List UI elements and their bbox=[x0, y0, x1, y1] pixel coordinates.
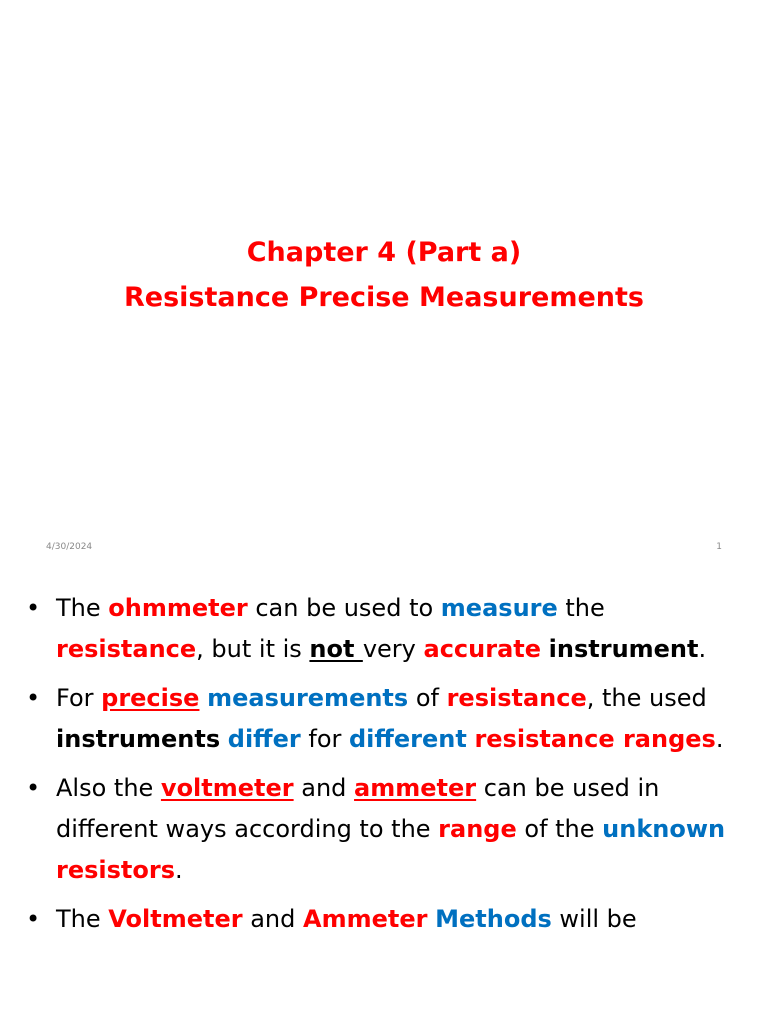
keyword-resistance: resistance bbox=[474, 725, 615, 753]
text bbox=[427, 905, 435, 933]
bullet-dot: • bbox=[26, 774, 41, 802]
text: can be used in different ways according to the bbox=[56, 774, 660, 843]
keyword-measurements: measurements bbox=[207, 684, 409, 712]
keyword-ranges: ranges bbox=[614, 725, 716, 753]
text: For bbox=[56, 684, 102, 712]
slide-number: 1 bbox=[716, 542, 722, 552]
text: very bbox=[362, 635, 424, 663]
text: Also the bbox=[56, 774, 161, 802]
bullet-dot: • bbox=[26, 905, 41, 933]
text: the bbox=[557, 594, 605, 622]
keyword-differ: differ bbox=[227, 725, 301, 753]
text: . bbox=[715, 725, 724, 753]
bullet-dot: • bbox=[26, 594, 41, 622]
keyword-accurate: accurate bbox=[423, 635, 542, 663]
text: The bbox=[56, 905, 109, 933]
keyword-different: different bbox=[349, 725, 467, 753]
slide-date: 4/30/2024 bbox=[46, 542, 93, 552]
keyword-precise: precise bbox=[101, 684, 200, 712]
slide-title bbox=[0, 230, 768, 320]
keyword-methods: Methods bbox=[435, 905, 552, 933]
keyword-voltmeter: voltmeter bbox=[160, 774, 294, 802]
keyword-resistors: resistors bbox=[56, 856, 175, 884]
keyword-resistance: resistance bbox=[446, 684, 587, 712]
text: , the used bbox=[586, 684, 707, 712]
title-line-1: Chapter 4 (Part a) bbox=[246, 237, 522, 268]
text: for bbox=[300, 725, 349, 753]
text bbox=[199, 684, 207, 712]
text bbox=[220, 725, 228, 753]
content-slide bbox=[0, 576, 768, 1024]
title-line-2: Resistance Precise Measurements bbox=[124, 282, 644, 313]
keyword-ammeter: ammeter bbox=[354, 774, 477, 802]
keyword-instruments: instruments bbox=[56, 725, 221, 753]
text: The bbox=[56, 594, 109, 622]
bullet-item bbox=[26, 899, 746, 940]
text: , but it is bbox=[196, 635, 310, 663]
keyword-unknown: unknown bbox=[602, 815, 726, 843]
bullet-list bbox=[26, 588, 746, 948]
text: and bbox=[242, 905, 304, 933]
keyword-instrument: instrument bbox=[548, 635, 699, 663]
text: . bbox=[175, 856, 183, 884]
text: and bbox=[293, 774, 355, 802]
text: of the bbox=[516, 815, 603, 843]
keyword-measure: measure bbox=[440, 594, 558, 622]
bullet-item bbox=[26, 768, 746, 891]
text: of bbox=[408, 684, 447, 712]
text: can be used to bbox=[247, 594, 441, 622]
text: . bbox=[698, 635, 707, 663]
bullet-item bbox=[26, 588, 746, 670]
keyword-ammeter: Ammeter bbox=[303, 905, 428, 933]
keyword-voltmeter: Voltmeter bbox=[108, 905, 243, 933]
keyword-range: range bbox=[438, 815, 517, 843]
keyword-ohmmeter: ohmmeter bbox=[108, 594, 248, 622]
keyword-not: not bbox=[309, 635, 363, 663]
bullet-dot: • bbox=[26, 684, 41, 712]
bullet-item bbox=[26, 678, 746, 760]
keyword-resistance: resistance bbox=[56, 635, 197, 663]
text: will be bbox=[551, 905, 637, 933]
